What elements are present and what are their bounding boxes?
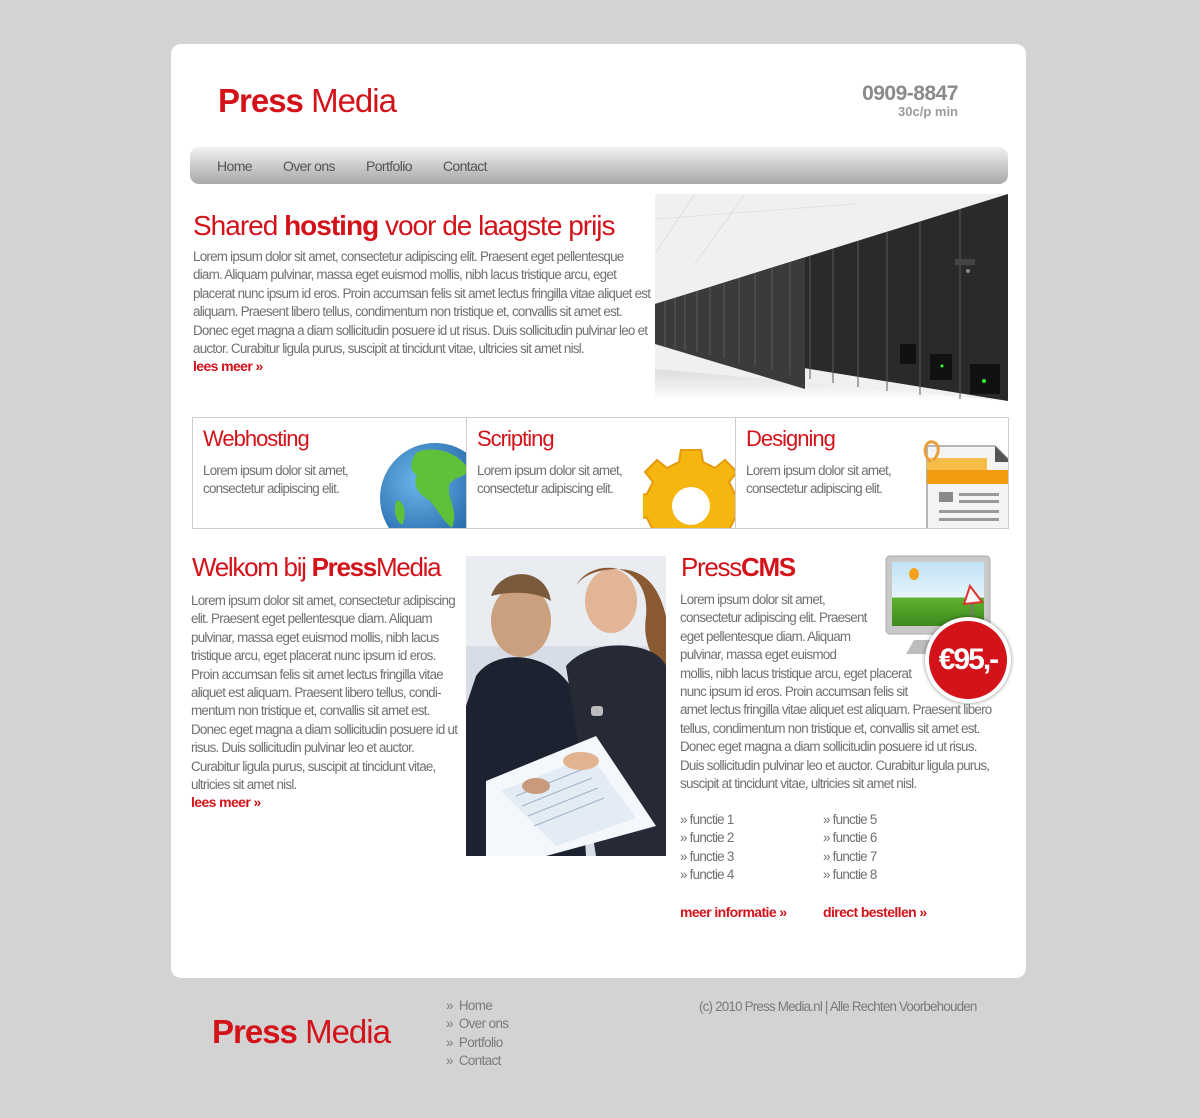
- hero-read-more-link[interactable]: lees meer »: [193, 358, 263, 374]
- cms-text-line: nunc ipsum id eros. Proin accumsan felis sit: [680, 684, 908, 700]
- hero-title-post: voor de laagste prijs: [378, 210, 615, 241]
- logo-media: Media: [311, 82, 396, 119]
- footer-logo-press: Press: [212, 1013, 297, 1050]
- cms-text-line: Donec eget magna a diam sollicitudin posuere id ut risus.: [680, 739, 977, 755]
- document-icon: [919, 440, 1008, 528]
- feature-webhosting[interactable]: [193, 418, 466, 528]
- footer-nav-portfolio[interactable]: Portfolio: [458, 1034, 503, 1050]
- welkom-text: Lorem ipsum dolor sit amet, consectetur adipiscing elit. Praesent eget pellentesque diam. Aliquam pulvinar, massa eget euismod mollis, nibh lacus tristique arcu, eget placerat nunc ipsum id eros. Proin accumsan felis sit amet lectus fringilla vitae aliquet est aliquam. Praesent libero tellus, condi-mentum non tristique et, convallis sit amet est. Donec eget magna a diam sollicitudin posuere id ut risus. Duis sollicitudin pulvinar leo et auctor. Curabitur ligula purus, suscipit at tincidunt vitae, ultricies sit amet nisl.: [191, 593, 458, 793]
- function-item: » functie 3: [680, 848, 734, 864]
- function-list-right: [823, 811, 877, 885]
- cms-text-line: suscipit at tincidunt vitae, ultricies sit amet nisl.: [680, 776, 917, 792]
- copyright-text: (c) 2010 Press Media.nl | Alle Rechten Voorbehouden: [699, 999, 977, 1014]
- cms-text-line: amet lectus fringilla vitae aliquet est aliquam. Praesent libero: [680, 702, 992, 718]
- feature-designing-text: Lorem ipsum dolor sit amet, consectetur adipiscing elit.: [746, 463, 891, 497]
- hero-title-bold: hosting: [284, 210, 379, 241]
- hero-text: Lorem ipsum dolor sit amet, consectetur adipiscing elit. Praesent eget pellentesque diam. Aliquam pulvinar, massa eget euismod mollis, nibh lacus tristique arcu, eget placerat nunc ipsum id eros. Proin accumsan felis sit amet lectus fringilla vitae aliquet est aliquam. Praesent libero tellus, condimentum non tristique et, convallis sit amet est. Donec eget magna a diam sollicitudin posuere id ut risus. Duis sollicitudin pulvinar leo et auctor. Curabitur ligula purus, suscipit at tincidunt vitae, ultricies sit amet nisl.: [193, 249, 651, 357]
- feature-designing-title: Designing: [746, 426, 835, 451]
- footer-logo[interactable]: [212, 1013, 390, 1051]
- cms-text-line: consectetur adipiscing elit. Praesent: [680, 610, 867, 626]
- chevron-right-icon: »: [446, 1016, 453, 1032]
- function-item: » functie 5: [823, 812, 877, 827]
- welkom-title-pre: Welkom bij: [192, 552, 312, 582]
- cms-text-line: pulvinar, massa eget euismod: [680, 647, 837, 663]
- footer-nav-contact[interactable]: Contact: [458, 1053, 501, 1069]
- cms-text-line: eget pellentesque diam. Aliquam: [680, 628, 851, 644]
- more-info-link[interactable]: meer informatie »: [680, 904, 787, 920]
- footer-nav-over-ons[interactable]: Over ons: [458, 1016, 509, 1032]
- function-item: » functie 1: [680, 812, 734, 827]
- footer-nav-item: [446, 1015, 508, 1033]
- price-badge: €95,-: [925, 617, 1011, 703]
- welkom-title: [192, 552, 440, 583]
- nav-portfolio[interactable]: Portfolio: [365, 157, 412, 174]
- chevron-right-icon: »: [446, 1034, 453, 1050]
- cms-title: [681, 552, 795, 583]
- globe-icon: [377, 440, 466, 528]
- gear-icon: [643, 440, 735, 528]
- main-nav: [190, 147, 1008, 184]
- footer-nav-item: [446, 997, 508, 1015]
- hero-title: [193, 210, 615, 242]
- content-card: [171, 44, 1026, 978]
- footer-nav: [446, 997, 508, 1071]
- feature-boxes: [192, 417, 1009, 529]
- footer-nav-item: [446, 1052, 508, 1070]
- function-item: » functie 2: [680, 830, 734, 846]
- feature-scripting[interactable]: [466, 418, 735, 528]
- footer-logo-media: Media: [305, 1013, 390, 1050]
- feature-scripting-title: Scripting: [477, 426, 554, 451]
- business-people-photo: [466, 556, 666, 856]
- nav-home[interactable]: Home: [217, 157, 252, 174]
- welkom-title-bold: Press: [311, 552, 376, 582]
- server-room-image: [655, 194, 1008, 401]
- function-item: » functie 8: [823, 867, 877, 883]
- chevron-right-icon: »: [446, 1053, 453, 1069]
- footer-nav-home[interactable]: Home: [458, 998, 493, 1013]
- cms-text-line: mollis, nibh lacus tristique arcu, eget placerat: [680, 665, 912, 681]
- phone-block: [862, 82, 958, 119]
- cms-title-pre: Press: [681, 552, 741, 582]
- cms-text-line: Duis sollicitudin pulvinar leo et auctor. Curabitur ligula purus,: [680, 757, 990, 773]
- logo-press: Press: [218, 82, 303, 119]
- nav-contact[interactable]: Contact: [442, 157, 487, 174]
- function-item: » functie 4: [680, 867, 734, 883]
- welkom-title-post: Media: [375, 552, 441, 582]
- chevron-right-icon: »: [446, 998, 453, 1013]
- feature-scripting-text: Lorem ipsum dolor sit amet, consectetur adipiscing elit.: [477, 463, 622, 497]
- feature-webhosting-text: Lorem ipsum dolor sit amet, consectetur adipiscing elit.: [203, 463, 348, 497]
- order-link[interactable]: direct bestellen »: [823, 904, 927, 920]
- cms-text-line: Lorem ipsum dolor sit amet,: [680, 592, 825, 607]
- function-list-left: [680, 811, 734, 885]
- call-rate: 30c/p min: [898, 104, 958, 119]
- hero-title-pre: Shared: [193, 210, 285, 241]
- function-item: » functie 6: [823, 830, 877, 846]
- function-item: » functie 7: [823, 848, 877, 864]
- feature-webhosting-title: Webhosting: [203, 426, 309, 451]
- nav-over-ons[interactable]: Over ons: [282, 157, 335, 174]
- header-logo[interactable]: [218, 82, 396, 120]
- phone-number: 0909-8847: [862, 82, 958, 105]
- footer-nav-item: [446, 1034, 508, 1052]
- cms-title-bold: CMS: [740, 552, 795, 582]
- cms-text-line: tellus, condimentum non tristique et, convallis sit amet est.: [680, 720, 980, 736]
- feature-designing[interactable]: [735, 418, 1008, 528]
- welkom-read-more-link[interactable]: lees meer »: [191, 794, 261, 810]
